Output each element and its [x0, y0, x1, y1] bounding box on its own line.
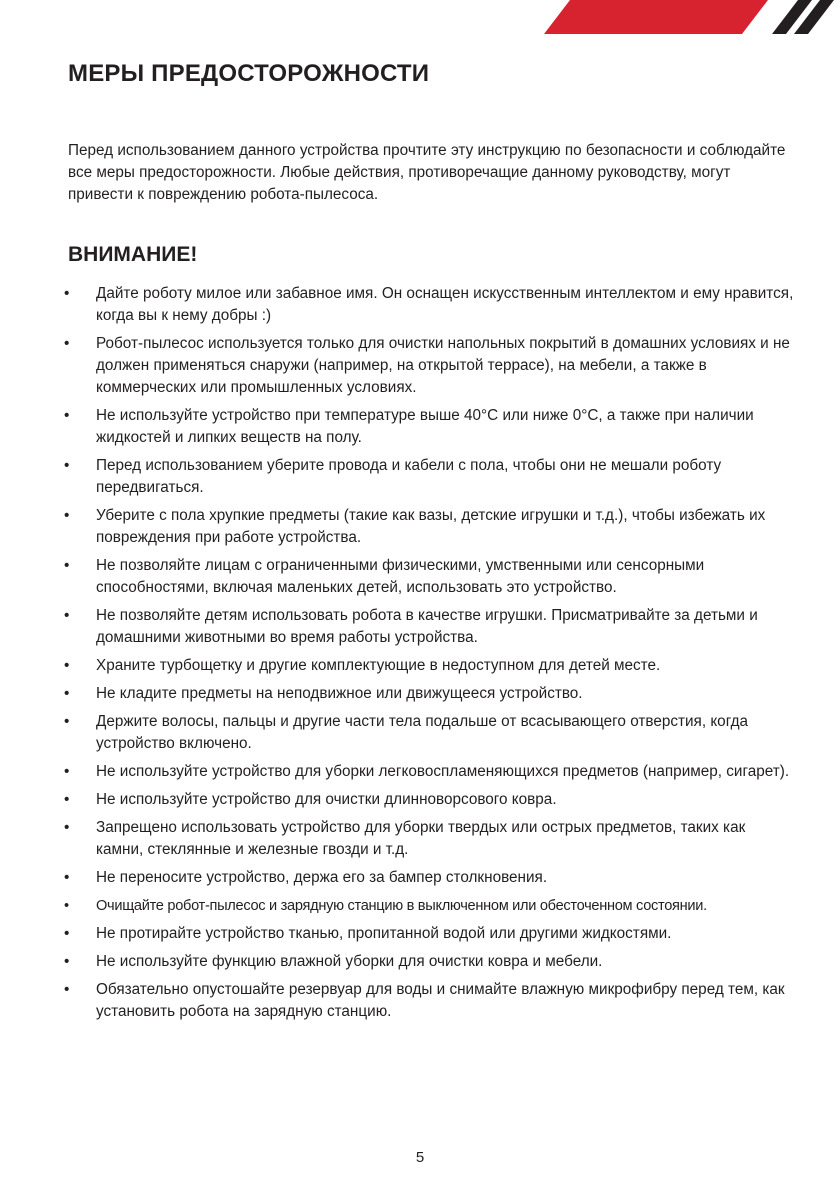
- list-item-text: Не протирайте устройство тканью, пропитанной водой или другими жидкостями.: [96, 925, 672, 942]
- bullet-icon: •: [64, 925, 70, 942]
- warning-heading: ВНИМАНИЕ!: [68, 243, 198, 266]
- list-item-text: Не используйте устройство при температуре выше 40°C или ниже 0°C, а также при наличии жидкостей и липких веществ на полу.: [96, 407, 754, 446]
- list-item: [64, 455, 794, 499]
- list-item-text: Не позволяйте лицам с ограниченными физическими, умственными или сенсорными способностями, включая маленьких детей, использовать это устройство.: [96, 557, 705, 596]
- bullet-icon: •: [64, 713, 70, 730]
- list-item: [64, 867, 794, 889]
- list-item: [64, 923, 794, 945]
- bullet-icon: •: [64, 407, 70, 424]
- list-item-text: Уберите с пола хрупкие предметы (такие как вазы, детские игрушки и т.д.), чтобы избежать их повреждения при работе устройства.: [96, 507, 766, 546]
- bullet-icon: •: [64, 953, 70, 970]
- list-item-text: Держите волосы, пальцы и другие части тела подальше от всасывающего отверстия, когда устройство включено.: [96, 713, 749, 752]
- list-item: [64, 283, 794, 327]
- list-item-text: Не позволяйте детям использовать робота в качестве игрушки. Присматривайте за детьми и домашними животными во время работы устройства.: [96, 607, 758, 646]
- intro-paragraph: Перед использованием данного устройства прочтите эту инструкцию по безопасности и соблюдайте все меры предосторожности. Любые действия, противоречащие данному руководству, могут привести к повреждению робота-пылесоса.: [68, 142, 786, 203]
- list-item: [64, 979, 794, 1023]
- list-item-text: Очищайте робот-пылесос и зарядную станцию в выключенном или обесточенном состоянии.: [96, 898, 707, 914]
- red-band-shape: [544, 0, 768, 34]
- bullet-icon: •: [64, 898, 69, 914]
- bullet-icon: •: [64, 763, 70, 780]
- list-item-text: Не переносите устройство, держа его за бампер столкновения.: [96, 869, 548, 886]
- list-item-text: Не кладите предметы на неподвижное или движущееся устройство.: [96, 685, 583, 702]
- bullet-icon: •: [64, 557, 70, 574]
- bullet-icon: •: [64, 791, 70, 808]
- list-item-text: Робот-пылесос используется только для очистки напольных покрытий в домашних условиях и не должен применяться снаружи (например, на открытой террасе), на мебели, а также в коммерческих или промышленных условиях.: [96, 335, 790, 396]
- bullet-icon: •: [64, 869, 70, 886]
- list-item: [64, 605, 794, 649]
- list-item: [64, 895, 794, 917]
- list-item: [64, 789, 794, 811]
- bullet-icon: •: [64, 819, 70, 836]
- list-item-text: Дайте роботу милое или забавное имя. Он оснащен искусственным интеллектом и ему нравится, когда вы к нему добры :): [96, 285, 794, 324]
- list-item: [64, 655, 794, 677]
- bullet-icon: •: [64, 607, 70, 624]
- list-item-text: Храните турбощетку и другие комплектующие в недоступном для детей месте.: [96, 657, 661, 674]
- bullet-icon: •: [64, 507, 70, 524]
- bullet-icon: •: [64, 981, 70, 998]
- list-item: [64, 405, 794, 449]
- list-item: [64, 333, 794, 399]
- page-title: МЕРЫ ПРЕДОСТОРОЖНОСТИ: [68, 60, 430, 87]
- list-item: [64, 505, 794, 549]
- list-item-text: Запрещено использовать устройство для уборки твердых или острых предметов, таких как камни, стеклянные и железные гвозди и т.д.: [96, 819, 746, 858]
- bullet-icon: •: [64, 285, 70, 302]
- list-item-text: Не используйте устройство для очистки длинноворсового ковра.: [96, 791, 557, 808]
- list-item: [64, 711, 794, 755]
- bullet-icon: •: [64, 335, 70, 352]
- bullet-icon: •: [64, 457, 70, 474]
- warnings-list: [64, 283, 794, 1029]
- list-item-text: Не используйте функцию влажной уборки для очистки ковра и мебели.: [96, 953, 603, 970]
- bullet-icon: •: [64, 657, 70, 674]
- list-item: [64, 951, 794, 973]
- list-item: [64, 683, 794, 705]
- list-item-text: Перед использованием уберите провода и кабели с пола, чтобы они не мешали роботу передвигаться.: [96, 457, 722, 496]
- list-item: [64, 761, 794, 783]
- page-number: 5: [415, 1149, 425, 1166]
- list-item-text: Обязательно опустошайте резервуар для воды и снимайте влажную микрофибру перед тем, как установить робота на зарядную станцию.: [96, 981, 785, 1020]
- bullet-icon: •: [64, 685, 70, 702]
- list-item: [64, 555, 794, 599]
- list-item: [64, 817, 794, 861]
- red-stripes-decoration: [510, 0, 840, 34]
- list-item-text: Не используйте устройство для уборки легковоспламеняющихся предметов (например, сигарет).: [96, 763, 790, 780]
